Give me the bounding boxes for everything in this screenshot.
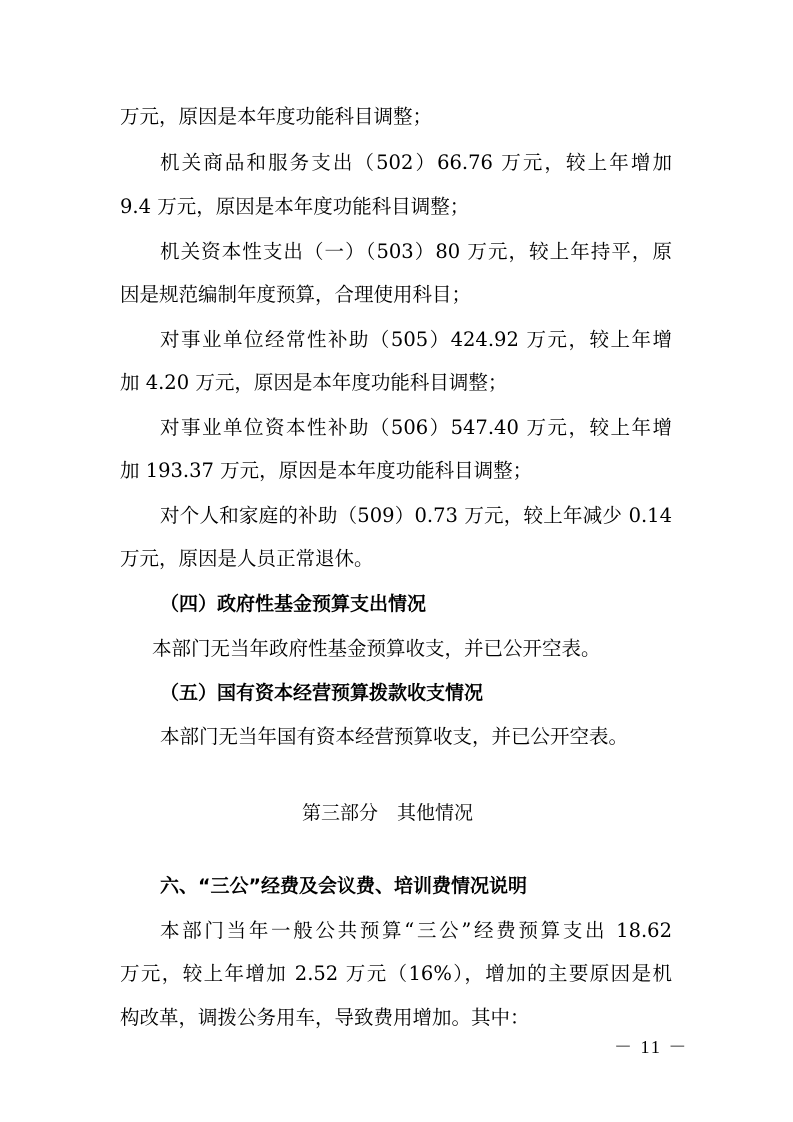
section-heading-6: 六、“三公”经费及会议费、培训费情况说明 [160, 875, 527, 897]
section-heading-5: （五）国有资本经营预算拨款收支情况 [160, 682, 484, 704]
text-line-7: 加 4.20 万元，原因是本年度功能科目调整； [120, 371, 508, 394]
text-line-9: 加 193.37 万元，原因是本年度功能科目调整； [120, 459, 533, 482]
text-line-6: 对事业单位经常性补助（505）424.92 万元，较上年增 [160, 328, 672, 351]
text-line-5: 因是规范编制年度预算，合理使用科目； [120, 283, 472, 306]
section-heading-4: （四）政府性基金预算支出情况 [160, 593, 427, 615]
text-line-8: 对事业单位资本性补助（506）547.40 万元，较上年增 [160, 416, 672, 439]
text-line-2: 机关商品和服务支出（502）66.76 万元，较上年增加 [160, 151, 672, 174]
text-line-10: 对个人和家庭的补助（509）0.73 万元，较上年减少 0.14 [160, 504, 672, 527]
section-paragraph-5: 本部门无当年国有资本经营预算收支，并已公开空表。 [160, 725, 629, 748]
page-number: － 11 － [614, 1037, 689, 1057]
text-line-1: 万元，原因是本年度功能科目调整； [120, 105, 433, 128]
text-line-11: 万元，原因是人员正常退休。 [120, 547, 374, 570]
text-line-3: 9.4 万元，原因是本年度功能科目调整； [120, 195, 470, 218]
part-three-title: 第三部分 其他情况 [302, 802, 474, 824]
section-6-line-1: 本部门当年一般公共预算“三公”经费预算支出 18.62 [160, 919, 672, 942]
section-paragraph-4: 本部门无当年政府性基金预算收支，并已公开空表。 [152, 637, 601, 660]
section-6-line-3: 构改革，调拨公务用车，导致费用增加。其中： [120, 1006, 530, 1029]
section-6-line-2: 万元，较上年增加 2.52 万元（16%），增加的主要原因是机 [120, 962, 672, 985]
text-line-4: 机关资本性支出（一）（503）80 万元，较上年持平，原 [160, 240, 672, 263]
